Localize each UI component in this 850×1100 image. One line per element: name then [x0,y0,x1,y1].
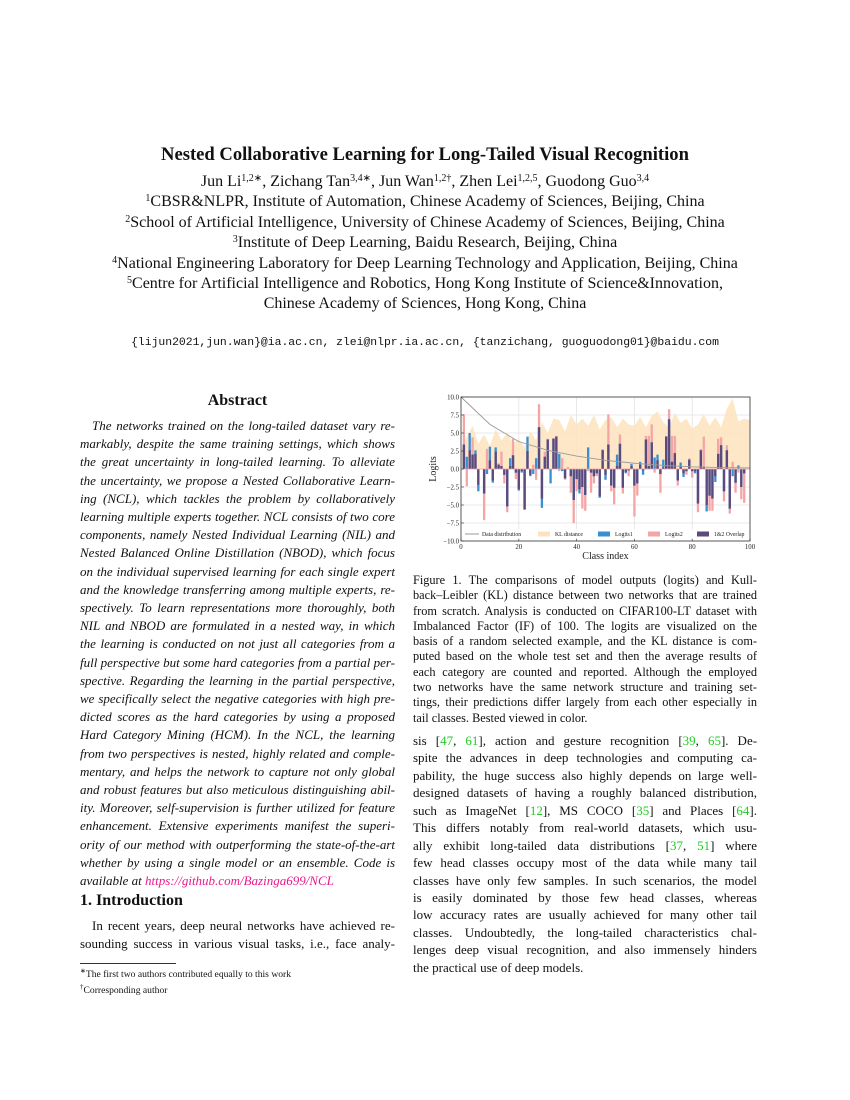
overlap-bar [500,466,502,469]
y-tick-label: −2.5 [446,484,459,492]
text-line: the learning is conducted on not just all categories from a [80,636,395,652]
overlap-bar [474,454,476,469]
overlap-bar [515,469,517,473]
overlap-bar [619,444,621,469]
y-tick-label: 7.5 [450,412,459,420]
overlap-bar [564,469,566,478]
text-line: tings, their predictions differ largely from each other especially in [413,695,757,710]
text-line: NIL and NBOD are formulated in a nested way, in which [80,618,395,634]
author-name: Jun Wan [378,173,434,190]
figure-1-chart [415,388,760,563]
overlap-bar [573,469,575,500]
overlap-bar [700,450,702,469]
overlap-bar [593,469,595,476]
abstract-heading: Abstract [207,392,268,409]
text-line: Figure 1. The comparisons of model outputs (logits) and Kull- [413,573,757,587]
citation-link[interactable]: 47 [440,733,454,748]
author [459,173,545,190]
text-span: available at [80,873,145,889]
citation-link[interactable]: 51 [697,837,711,853]
affiliation: $^1$CBSR&NLPR, Institute of Automation, Chinese Academy of Sciences, Beijing, China [145,193,705,211]
legend-label: Logits2 [665,532,683,538]
overlap-bar [604,469,606,475]
logits2-bar [703,437,705,469]
legend-label: KL distance [555,532,583,538]
text-line [80,872,395,890]
text-span: ], action and gesture recognition [ [478,733,683,748]
overlap-bar [743,469,745,473]
y-tick-label: 10.0 [447,394,459,402]
overlap-bar [607,445,609,469]
logits1-bar [535,458,537,469]
overlap-bar [497,465,499,469]
footnote: †Corresponding author [80,983,168,997]
text-span: sis [ [413,733,441,748]
legend-label: 1&2 Overlap [714,532,745,538]
citation-link[interactable]: 12 [529,802,543,818]
overlap-bar [610,469,612,486]
legend-label: Logits1 [615,532,633,538]
author [270,173,379,190]
text-line: components, namely Nested Individual Learning (NIL) and [80,527,395,543]
text-line [413,732,757,749]
x-tick-label: 80 [688,544,696,551]
text-line: the great uncertainty in long-tailed learning. To alleviate [80,454,395,470]
overlap-bar [633,469,635,486]
overlap-bar [471,455,473,469]
overlap-bar [599,469,601,496]
text-line: full perspective but some hard categories from a partial per- [80,654,395,670]
overlap-bar [552,439,554,469]
logits1-bar [549,469,551,483]
introduction-heading: 1. Introduction [80,892,183,909]
author [201,173,270,190]
author-sup: 3,4∗ [350,173,371,184]
affiliation: $^2$School of Artificial Intelligence, University of Chinese Academy of Sciences, Beijing, China [125,213,725,231]
author-list [0,172,850,192]
overlap-bar [590,469,592,473]
overlap-bar [529,469,531,475]
citation-link[interactable]: 64 [736,802,750,818]
separator: , [370,173,379,190]
legend-swatch [598,532,610,537]
overlap-bar [596,469,598,473]
y-tick-label: 0.0 [450,466,459,474]
legend-swatch [697,532,709,537]
overlap-bar [697,469,699,504]
text-span: ], MS COCO [ [542,802,637,818]
affiliation: $^5$Centre for Artificial Intelligence and Robotics, Hong Kong Institute of Science&Innovation, [127,275,723,293]
citation-link[interactable]: 65 [707,733,721,748]
logits1-bar [466,457,468,469]
text-line: ity. Moreover, self-supervision is further utilized for feature [80,800,395,816]
y-tick-label: 5.0 [450,430,459,438]
text-line: This differs notably from real-world datasets, which usu- [413,820,757,836]
overlap-bar [677,469,679,481]
text-line: spective. Regarding the learning in the partial perspective, [80,672,395,688]
logits1-bar [486,469,488,474]
logits1-bar [732,469,734,476]
y-tick-label: −5.0 [446,502,459,510]
text-span: ] and Places [ [649,802,737,818]
overlap-bar [616,466,618,469]
author-sup: 3,4 [636,173,650,184]
overlap-bar [674,453,676,469]
separator: , [262,173,271,190]
author [546,173,650,190]
overlap-bar [555,437,557,469]
overlap-bar [483,469,485,493]
overlap-bar [613,469,615,488]
text-line: on the individual supervised learning for each single expert [80,563,395,579]
overlap-bar [503,469,505,475]
text-line: learning multiple experts together. NCL consists of two core [80,509,395,525]
x-tick-label: 0 [459,544,463,551]
text-span: ally exhibit long-tailed data distributions [ [413,837,671,853]
overlap-bar [726,450,728,469]
x-tick-label: 60 [631,544,638,551]
overlap-bar [648,466,650,469]
x-axis-label: Class index [582,551,629,562]
logits2-bar [532,465,534,469]
overlap-bar [570,469,572,476]
separator: , [537,173,546,190]
overlap-bar [512,455,514,469]
abstract-text [80,417,395,890]
overlap-bar [547,439,549,469]
text-span: such as ImageNet [ [413,802,530,818]
text-line: pability, the huge success also highly depends on large well- [413,767,757,783]
overlap-bar [636,469,638,483]
overlap-bar [495,452,497,469]
text-span: ]. [749,802,757,818]
author-name: Guodong Guo [545,173,637,190]
author-name: Jun Li [200,173,242,190]
logits2-bar [743,469,745,503]
citation-link[interactable]: 61 [465,733,479,748]
text-span: , [453,733,466,748]
y-tick-label: −10.0 [443,538,459,546]
y-axis-label: Logits [428,456,439,482]
overlap-bar [717,454,719,469]
legend-swatch [648,532,660,537]
author-sup: 1,2,5 [517,173,538,184]
legend-swatch [538,532,550,537]
y-tick-label: 2.5 [450,448,459,456]
figure-caption [413,573,757,726]
text-line [413,837,757,854]
text-line: In recent years, deep neural networks have achieved re- [92,918,395,933]
text-line: basis of a random selected example, and the KL distance is com- [413,634,757,649]
overlap-bar [492,469,494,481]
x-tick-label: 100 [744,544,756,551]
overlap-bar [506,469,508,506]
text-line: the uncertainty, we propose a Nested Collaborative Learn- [80,472,395,488]
legend-label: Data distribution [482,532,522,538]
footnotes [80,965,291,997]
citation-link[interactable]: 37 [670,837,684,853]
overlap-bar [581,469,583,487]
affiliation: $^4$National Engineering Laboratory for Deep Learning Technology and Application, Beijing, China [112,254,738,272]
logits2-bar [486,449,488,469]
y-tick-label: −7.5 [446,520,459,528]
text-line: Nested Balanced Online Distillation (NBOD), which focus [80,545,395,561]
overlap-bar [740,469,742,487]
text-line: each category are counted and reported. Although the employed [413,664,757,679]
separator: , [451,173,460,190]
text-line: Hard Category Mining (HCM). In the NCL, the learning [80,727,395,743]
body-text-right [413,732,757,976]
author [379,173,459,190]
author-name: Zhen Lei [459,173,518,190]
author-emails: {lijun2021,jun.wan}@ia.ac.cn, zlei@nlpr.ia.ac.cn, {tanzichang, guoguodong01}@baidu.com [131,337,719,349]
text-span: , [683,837,698,853]
text-line: spite the advances in deep technologies and computing ca- [413,750,757,766]
text-line: puted based on the whole test set and then the average results of [413,649,757,664]
logits2-bar [737,469,739,473]
affiliation: Chinese Academy of Sciences, Hong Kong, China [263,295,587,313]
x-tick-label: 40 [573,544,580,551]
overlap-bar [734,469,736,483]
text-line: Imbalanced Factor (IF) of 100. The logits are visualized on the [413,618,757,633]
text-line: whether by using a single model or an ensemble. Code is [80,854,395,870]
overlap-bar [688,460,690,469]
introduction-text [80,917,395,953]
x-tick-label: 20 [515,544,523,551]
logits2-bar [466,469,468,486]
paper-title: Nested Collaborative Learning for Long-Tailed Visual Recognition [161,144,689,165]
author-sup: 1,2∗ [241,173,263,184]
overlap-bar [477,469,479,485]
logits1-bar [653,457,655,469]
overlap-bar [659,469,661,474]
logits1-bar [737,465,739,469]
text-line: two networks have the same network structure and training set- [413,680,757,695]
text-line: classes have only few samples. In such scenarios, the model [413,872,757,888]
overlap-bar [489,460,491,469]
overlap-bar [665,437,667,469]
author-name: Zichang Tan [270,173,351,190]
code-url-link[interactable]: https://github.com/Bazinga699/NCL [145,873,334,889]
overlap-bar [720,445,722,469]
text-line: is easily dominated by those few head classes, whereas [413,889,757,905]
text-line: dicted scores as the hard categories by using a proposed [80,709,395,725]
overlap-bar [630,466,632,469]
overlap-bar [705,469,707,505]
text-line: low accuracy rates are usually achieved for many other tail [413,907,757,923]
author-block [0,172,850,315]
logits2-bar [535,469,537,480]
overlap-bar [541,469,543,499]
author-sup: 1,2† [433,173,452,184]
overlap-bar [682,469,684,473]
text-line: ority of our method with outperforming the state-of-the-art [80,836,395,852]
citation-link[interactable]: 39 [682,733,696,748]
logits2-bar [561,458,563,469]
overlap-bar [625,469,627,472]
logits1-bar [532,469,534,474]
overlap-bar [544,457,546,469]
overlap-bar [708,469,710,496]
text-span: ] where [710,837,758,853]
text-line: designed datasets of having a roughly balanced distribution, [413,785,757,801]
text-line: and the knowledge transferring among multiple experts, re- [80,581,395,597]
text-line: lenges deep visual recognition, and also immensely hinders [413,942,757,958]
logits1-bar [558,454,560,469]
footnote-divider [80,963,176,964]
text-line: classes. Undoubtedly, the long-tailed characteristics chal- [413,924,757,940]
overlap-bar [622,469,624,488]
overlap-bar [518,469,520,489]
text-span: , [695,733,708,748]
citation-link[interactable]: 35 [636,802,650,818]
text-line: from two perspectives is nested, highly related and comple- [80,745,395,761]
text-line: back–Leibler (KL) distance between two networks that are trained [413,588,757,603]
text-line: markably, despite the same training settings, which shows [80,436,395,452]
overlap-bar [711,469,713,499]
overlap-bar [523,469,525,509]
text-line [413,802,757,819]
overlap-bar [723,469,725,491]
text-line: from scratch. Analysis is conducted on CIFAR100-LT dataset with [413,603,757,618]
text-line: and robust features but also meticulous distinguishing abil- [80,782,395,798]
text-line: spectively. To learn representations more thoroughly, both [80,600,395,616]
overlap-bar [509,466,511,469]
text-line: few head classes occupy most of the data while many tail [413,855,757,871]
affiliation: $^3$Institute of Deep Learning, Baidu Research, Beijing, China [232,234,618,252]
overlap-bar [578,469,580,489]
overlap-bar [526,451,528,469]
text-line: tail classes. Bested viewed in color. [413,710,588,725]
footnote: ∗The first two authors contributed equally to this work [80,967,292,981]
text-line: The networks trained on the long-tailed dataset vary re- [92,418,395,433]
overlap-bar [714,469,716,476]
text-span: ]. De- [720,733,758,748]
overlap-bar [575,469,577,479]
text-line: we specifically select the negative categories with high pre- [80,691,395,707]
text-line: mentary, and helps the network to capture not only global [80,763,395,779]
logits2-bar [653,469,655,473]
overlap-bar [469,450,471,469]
overlap-bar [729,469,731,509]
overlap-bar [668,419,670,469]
overlap-bar [584,469,586,495]
overlap-bar [463,445,465,469]
overlap-bar [639,465,641,469]
text-line: ing (NCL), which tackles the problem by collaboratively [80,490,395,506]
text-line: sounding success in various visual tasks, i.e., face analy- [80,936,395,952]
text-line: the practical use of deep models. [413,959,584,975]
text-line: enhancement. Extensive experiments manifest the superi- [80,818,395,834]
